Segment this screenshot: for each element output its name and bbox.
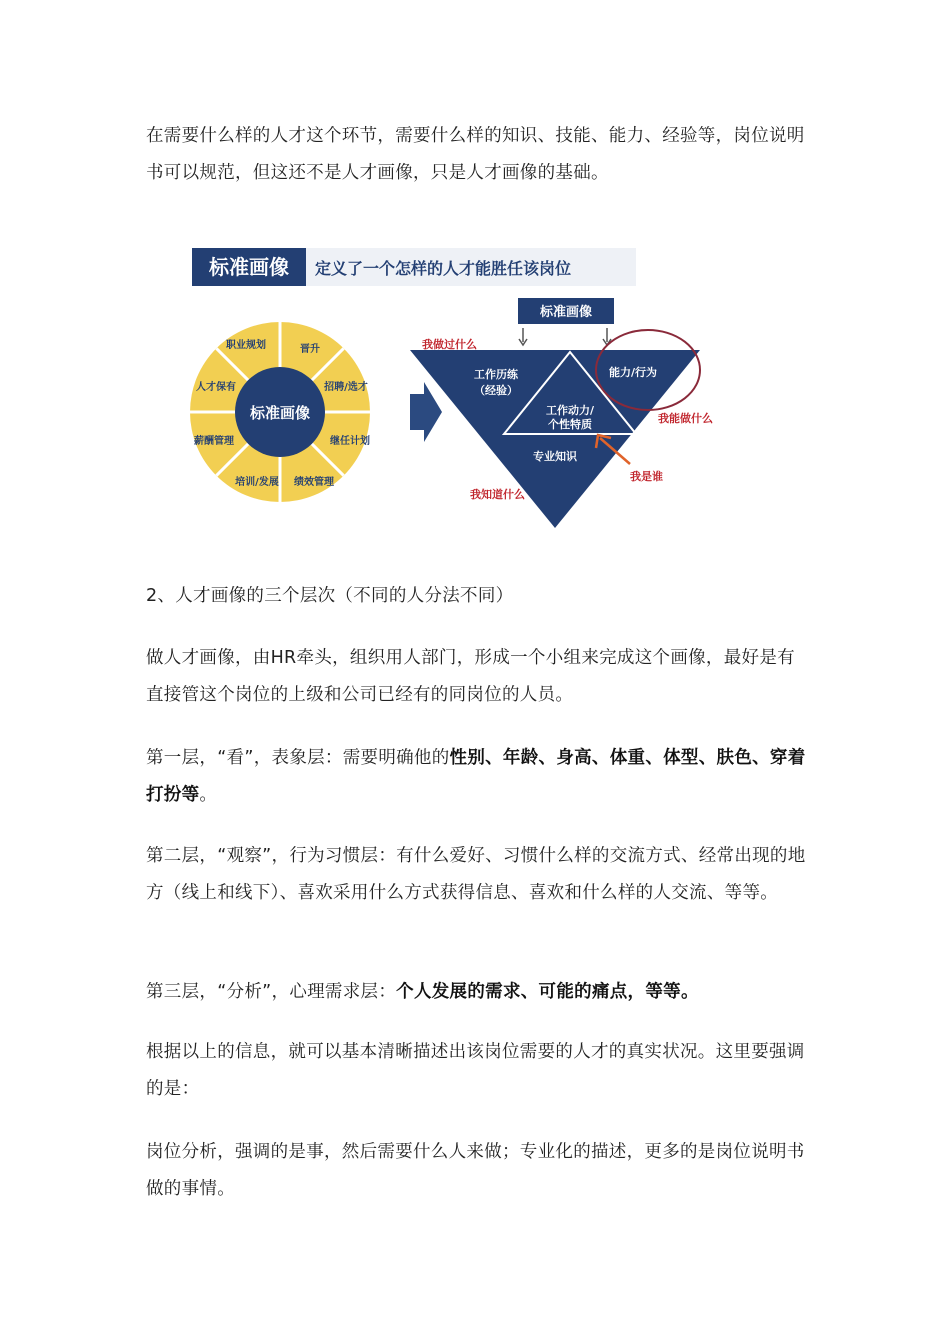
wheel-item: 继任计划	[330, 436, 370, 447]
wheel-item: 招聘/选才	[324, 382, 368, 393]
paragraph-method: 做人才画像，由HR牵头，组织用人部门，形成一个小组来完成这个画像，最好是有直接管这个岗位的上级和公司已经有的同岗位的人员。	[146, 648, 795, 705]
layer-3-bold-text: 个人发展的需求、可能的痛点，等等。	[396, 982, 699, 1002]
wheel-item: 培训/发展	[235, 477, 279, 488]
top-portrait-box-text: 标准画像	[539, 305, 593, 320]
label-what-i-can: 我能做什么	[658, 412, 713, 425]
paragraph-intro: 在需要什么样的人才这个环节，需要什么样的知识、技能、能力、经验等，岗位说明书可以规范，但这还不是人才画像，只是人才画像的基础。	[146, 126, 805, 183]
talent-portrait-figure	[160, 232, 760, 532]
tri-center-label-2: 个性特质	[548, 418, 592, 431]
tri-left-sub-label: （经验）	[474, 384, 518, 397]
label-what-i-know: 我知道什么	[470, 488, 525, 501]
layer-1-text: 第一层，“看”，表象层：需要明确他的	[146, 748, 450, 768]
title-box-text: 标准画像	[209, 255, 289, 279]
paragraph-summary: 根据以上的信息，就可以基本清晰描述出该岗位需要的人才的真实状况。这里要强调的是：	[146, 1042, 805, 1099]
figure-svg	[160, 232, 760, 532]
paragraph-layer-3	[146, 974, 810, 1011]
wheel-item: 薪酬管理	[194, 436, 234, 447]
layer-1-bold-text: 性别、年龄、身高、体重、体型、肤色、穿着打扮等	[146, 748, 806, 805]
label-what-i-did: 我做过什么	[422, 338, 477, 351]
layer-1-end: 。	[199, 785, 218, 805]
section-heading-2: 2、人才画像的三个层次（不同的人分法不同）	[146, 586, 514, 606]
tri-bottom-label: 专业知识	[533, 450, 577, 463]
tri-right-label: 能力/行为	[608, 366, 658, 379]
wheel-center-label: 标准画像	[249, 404, 311, 422]
wheel-item: 晋升	[300, 344, 320, 355]
layer-3-text: 第三层，“分析”，心理需求层：	[146, 982, 397, 1002]
wheel-item: 绩效管理	[294, 477, 334, 488]
paragraph-layer-2: 第二层，“观察”，行为习惯层：有什么爱好、习惯什么样的交流方式、经常出现的地方（线上和线下）、喜欢采用什么方式获得信息、喜欢和什么样的人交流、等等。	[146, 846, 806, 903]
label-who-i-am: 我是谁	[630, 470, 663, 483]
paragraph-job-analysis: 岗位分析，强调的是事，然后需要什么人来做；专业化的描述，更多的是岗位说明书做的事情。	[146, 1142, 805, 1199]
right-arrow-icon	[410, 382, 442, 442]
tri-left-label: 工作历练	[474, 368, 518, 381]
wheel-item: 人才保有	[196, 382, 236, 393]
subtitle-text: 定义了一个怎样的人才能胜任该岗位	[315, 259, 572, 278]
wheel-item: 职业规划	[226, 340, 266, 351]
paragraph-layer-1	[146, 740, 810, 814]
tri-center-label-1: 工作动力/	[545, 404, 595, 417]
